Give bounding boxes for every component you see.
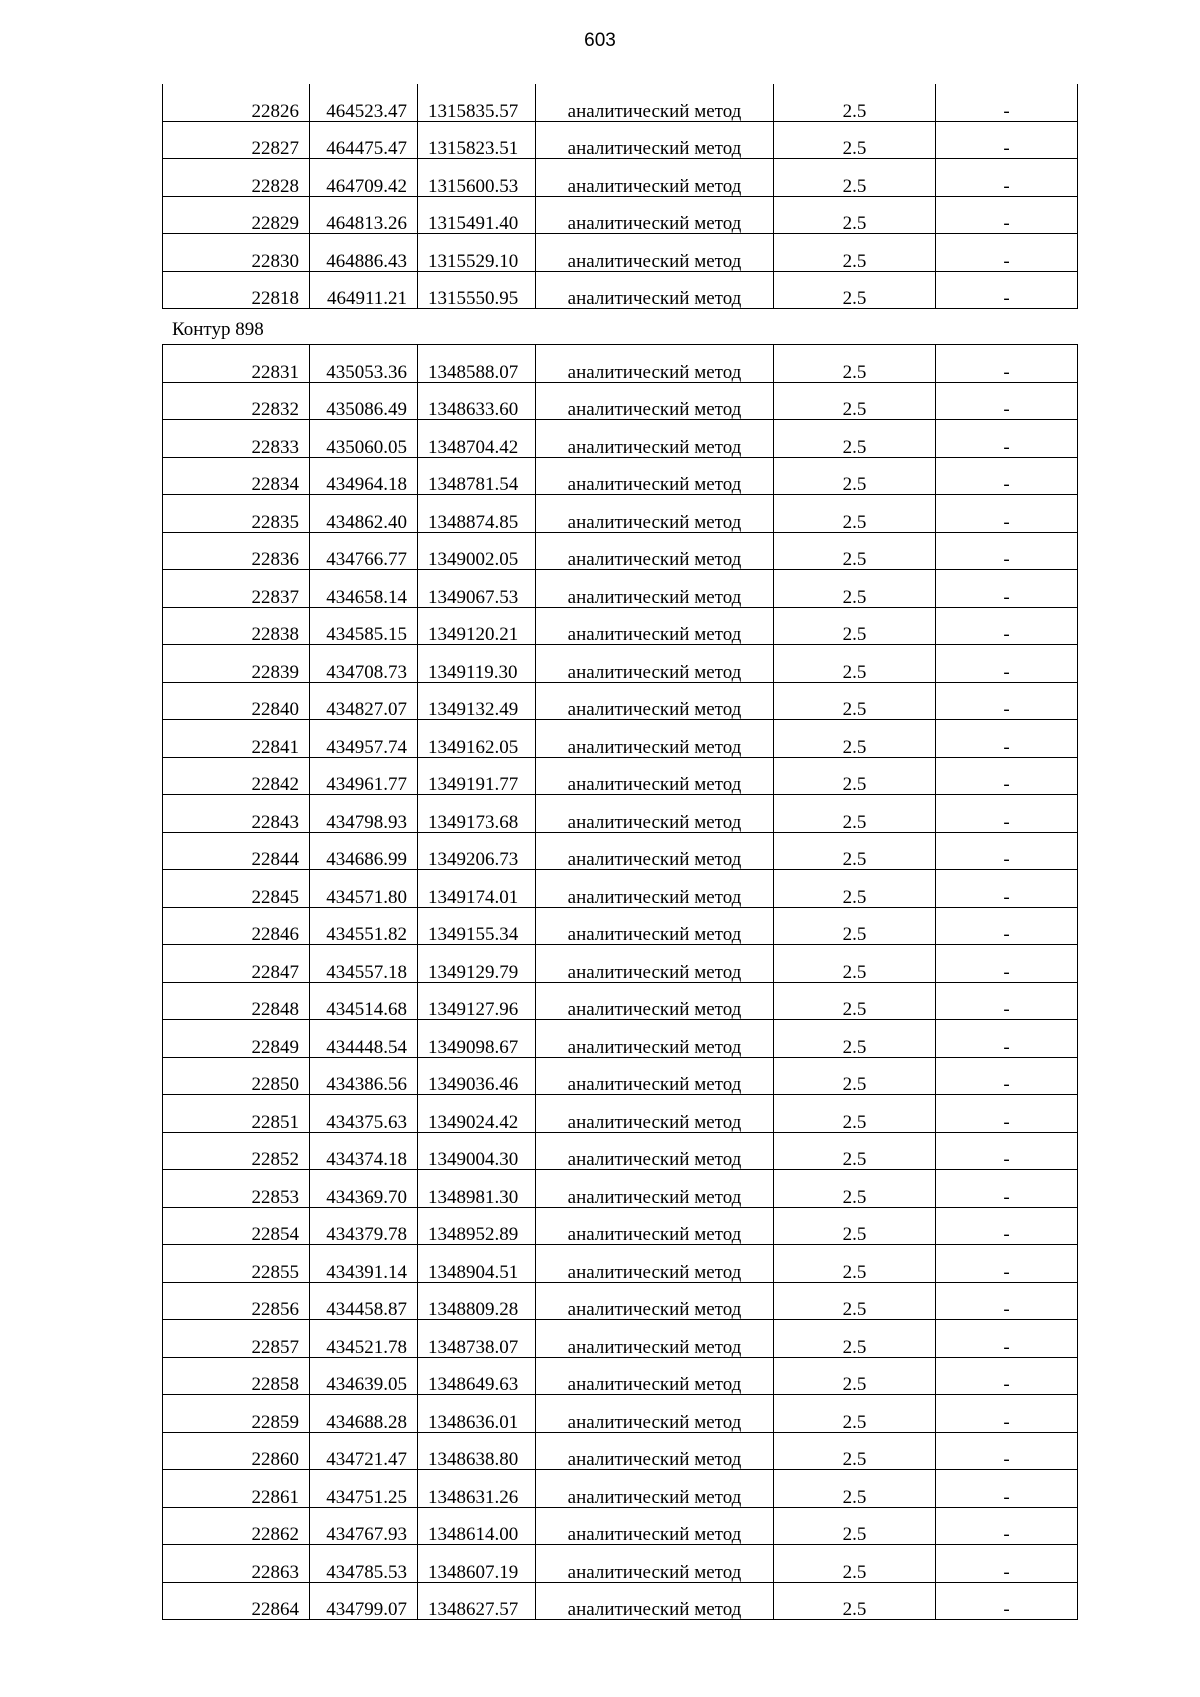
method-cell: аналитический метод	[536, 1432, 774, 1470]
table-row	[163, 870, 1078, 908]
y-coordinate-cell: 1315529.10	[418, 234, 536, 272]
x-coordinate-cell: 434827.07	[310, 682, 418, 720]
description-cell: -	[936, 159, 1078, 197]
point-number-cell: 22831	[163, 345, 310, 383]
table-row	[163, 1170, 1078, 1208]
x-coordinate-cell: 434458.87	[310, 1282, 418, 1320]
point-number-cell: 22828	[163, 159, 310, 197]
description-cell: -	[936, 1357, 1078, 1395]
accuracy-cell: 2.5	[774, 832, 936, 870]
description-cell: -	[936, 1545, 1078, 1583]
description-cell: -	[936, 121, 1078, 159]
y-coordinate-cell: 1348607.19	[418, 1545, 536, 1583]
description-cell: -	[936, 234, 1078, 272]
table-row	[163, 907, 1078, 945]
method-cell: аналитический метод	[536, 1207, 774, 1245]
table-row	[163, 757, 1078, 795]
method-cell: аналитический метод	[536, 1545, 774, 1583]
point-number-cell: 22858	[163, 1357, 310, 1395]
table-row	[163, 1095, 1078, 1133]
method-cell: аналитический метод	[536, 1507, 774, 1545]
y-coordinate-cell: 1349206.73	[418, 832, 536, 870]
y-coordinate-cell: 1348636.01	[418, 1395, 536, 1433]
point-number-cell: 22850	[163, 1057, 310, 1095]
method-cell: аналитический метод	[536, 1357, 774, 1395]
accuracy-cell: 2.5	[774, 1470, 936, 1508]
table-body-main	[163, 345, 1078, 1620]
method-cell: аналитический метод	[536, 720, 774, 758]
accuracy-cell: 2.5	[774, 1245, 936, 1283]
point-number-cell: 22854	[163, 1207, 310, 1245]
method-cell: аналитический метод	[536, 1132, 774, 1170]
description-cell: -	[936, 607, 1078, 645]
description-cell: -	[936, 1282, 1078, 1320]
method-cell: аналитический метод	[536, 1170, 774, 1208]
y-coordinate-cell: 1349036.46	[418, 1057, 536, 1095]
table-row	[163, 1320, 1078, 1358]
x-coordinate-cell: 434391.14	[310, 1245, 418, 1283]
table-row	[163, 682, 1078, 720]
method-cell: аналитический метод	[536, 1282, 774, 1320]
x-coordinate-cell: 464709.42	[310, 159, 418, 197]
x-coordinate-cell: 434514.68	[310, 982, 418, 1020]
point-number-cell: 22829	[163, 196, 310, 234]
accuracy-cell: 2.5	[774, 271, 936, 309]
method-cell: аналитический метод	[536, 345, 774, 383]
accuracy-cell: 2.5	[774, 84, 936, 121]
y-coordinate-cell: 1315491.40	[418, 196, 536, 234]
y-coordinate-cell: 1349127.96	[418, 982, 536, 1020]
y-coordinate-cell: 1349024.42	[418, 1095, 536, 1133]
table-row	[163, 945, 1078, 983]
x-coordinate-cell: 434767.93	[310, 1507, 418, 1545]
method-cell: аналитический метод	[536, 607, 774, 645]
table-row	[163, 720, 1078, 758]
y-coordinate-cell: 1349119.30	[418, 645, 536, 683]
y-coordinate-cell: 1348631.26	[418, 1470, 536, 1508]
x-coordinate-cell: 434369.70	[310, 1170, 418, 1208]
method-cell: аналитический метод	[536, 495, 774, 533]
y-coordinate-cell: 1348874.85	[418, 495, 536, 533]
x-coordinate-cell: 434658.14	[310, 570, 418, 608]
table-row	[163, 1207, 1078, 1245]
description-cell: -	[936, 570, 1078, 608]
table-row	[163, 84, 1078, 121]
x-coordinate-cell: 434721.47	[310, 1432, 418, 1470]
x-coordinate-cell: 434379.78	[310, 1207, 418, 1245]
table-row	[163, 159, 1078, 197]
method-cell: аналитический метод	[536, 457, 774, 495]
table-row	[163, 1020, 1078, 1058]
description-cell: -	[936, 1020, 1078, 1058]
method-cell: аналитический метод	[536, 84, 774, 121]
accuracy-cell: 2.5	[774, 1020, 936, 1058]
point-number-cell: 22859	[163, 1395, 310, 1433]
accuracy-cell: 2.5	[774, 907, 936, 945]
point-number-cell: 22836	[163, 532, 310, 570]
accuracy-cell: 2.5	[774, 420, 936, 458]
y-coordinate-cell: 1348638.80	[418, 1432, 536, 1470]
table-body-top	[163, 84, 1078, 309]
x-coordinate-cell: 464475.47	[310, 121, 418, 159]
point-number-cell: 22832	[163, 382, 310, 420]
method-cell: аналитический метод	[536, 1395, 774, 1433]
point-number-cell: 22851	[163, 1095, 310, 1133]
accuracy-cell: 2.5	[774, 607, 936, 645]
point-number-cell: 22827	[163, 121, 310, 159]
y-coordinate-cell: 1348952.89	[418, 1207, 536, 1245]
point-number-cell: 22840	[163, 682, 310, 720]
y-coordinate-cell: 1349002.05	[418, 532, 536, 570]
table-row	[163, 271, 1078, 309]
table-row	[163, 1432, 1078, 1470]
accuracy-cell: 2.5	[774, 532, 936, 570]
description-cell: -	[936, 84, 1078, 121]
method-cell: аналитический метод	[536, 645, 774, 683]
x-coordinate-cell: 434686.99	[310, 832, 418, 870]
description-cell: -	[936, 196, 1078, 234]
accuracy-cell: 2.5	[774, 945, 936, 983]
table-row	[163, 1395, 1078, 1433]
accuracy-cell: 2.5	[774, 234, 936, 272]
x-coordinate-cell: 434386.56	[310, 1057, 418, 1095]
x-coordinate-cell: 434957.74	[310, 720, 418, 758]
y-coordinate-cell: 1348781.54	[418, 457, 536, 495]
method-cell: аналитический метод	[536, 382, 774, 420]
y-coordinate-cell: 1348704.42	[418, 420, 536, 458]
description-cell: -	[936, 1395, 1078, 1433]
point-number-cell: 22838	[163, 607, 310, 645]
accuracy-cell: 2.5	[774, 645, 936, 683]
y-coordinate-cell: 1348809.28	[418, 1282, 536, 1320]
point-number-cell: 22843	[163, 795, 310, 833]
method-cell: аналитический метод	[536, 1470, 774, 1508]
description-cell: -	[936, 1245, 1078, 1283]
method-cell: аналитический метод	[536, 1582, 774, 1620]
x-coordinate-cell: 434751.25	[310, 1470, 418, 1508]
accuracy-cell: 2.5	[774, 345, 936, 383]
method-cell: аналитический метод	[536, 870, 774, 908]
description-cell: -	[936, 832, 1078, 870]
table-row	[163, 121, 1078, 159]
accuracy-cell: 2.5	[774, 457, 936, 495]
y-coordinate-cell: 1349098.67	[418, 1020, 536, 1058]
table-row	[163, 345, 1078, 383]
y-coordinate-cell: 1348614.00	[418, 1507, 536, 1545]
point-number-cell: 22863	[163, 1545, 310, 1583]
accuracy-cell: 2.5	[774, 795, 936, 833]
y-coordinate-cell: 1315600.53	[418, 159, 536, 197]
y-coordinate-cell: 1349129.79	[418, 945, 536, 983]
accuracy-cell: 2.5	[774, 682, 936, 720]
accuracy-cell: 2.5	[774, 159, 936, 197]
table-row	[163, 570, 1078, 608]
description-cell: -	[936, 345, 1078, 383]
y-coordinate-cell: 1348981.30	[418, 1170, 536, 1208]
accuracy-cell: 2.5	[774, 196, 936, 234]
description-cell: -	[936, 720, 1078, 758]
description-cell: -	[936, 1320, 1078, 1358]
accuracy-cell: 2.5	[774, 1170, 936, 1208]
description-cell: -	[936, 1132, 1078, 1170]
x-coordinate-cell: 435086.49	[310, 382, 418, 420]
y-coordinate-cell: 1349067.53	[418, 570, 536, 608]
table-row	[163, 832, 1078, 870]
x-coordinate-cell: 464886.43	[310, 234, 418, 272]
page-number: 603	[584, 30, 616, 51]
description-cell: -	[936, 1432, 1078, 1470]
point-number-cell: 22846	[163, 907, 310, 945]
method-cell: аналитический метод	[536, 271, 774, 309]
accuracy-cell: 2.5	[774, 1057, 936, 1095]
x-coordinate-cell: 434448.54	[310, 1020, 418, 1058]
table-row	[163, 420, 1078, 458]
point-number-cell: 22837	[163, 570, 310, 608]
y-coordinate-cell: 1348649.63	[418, 1357, 536, 1395]
table-row	[163, 1357, 1078, 1395]
method-cell: аналитический метод	[536, 420, 774, 458]
method-cell: аналитический метод	[536, 121, 774, 159]
description-cell: -	[936, 682, 1078, 720]
point-number-cell: 22842	[163, 757, 310, 795]
table-row	[163, 1132, 1078, 1170]
table-row	[163, 1470, 1078, 1508]
description-cell: -	[936, 495, 1078, 533]
x-coordinate-cell: 434799.07	[310, 1582, 418, 1620]
accuracy-cell: 2.5	[774, 1320, 936, 1358]
accuracy-cell: 2.5	[774, 757, 936, 795]
point-number-cell: 22847	[163, 945, 310, 983]
table-row	[163, 1282, 1078, 1320]
accuracy-cell: 2.5	[774, 1207, 936, 1245]
table-row	[163, 196, 1078, 234]
point-number-cell: 22852	[163, 1132, 310, 1170]
x-coordinate-cell: 434551.82	[310, 907, 418, 945]
description-cell: -	[936, 271, 1078, 309]
contour-label: Контур 898	[172, 319, 264, 340]
x-coordinate-cell: 434964.18	[310, 457, 418, 495]
description-cell: -	[936, 1582, 1078, 1620]
description-cell: -	[936, 1057, 1078, 1095]
description-cell: -	[936, 1470, 1078, 1508]
coordinates-table-contour	[162, 344, 1078, 1620]
y-coordinate-cell: 1348904.51	[418, 1245, 536, 1283]
y-coordinate-cell: 1348633.60	[418, 382, 536, 420]
y-coordinate-cell: 1349120.21	[418, 607, 536, 645]
accuracy-cell: 2.5	[774, 1582, 936, 1620]
x-coordinate-cell: 435053.36	[310, 345, 418, 383]
table-row	[163, 607, 1078, 645]
accuracy-cell: 2.5	[774, 1432, 936, 1470]
x-coordinate-cell: 434571.80	[310, 870, 418, 908]
y-coordinate-cell: 1349155.34	[418, 907, 536, 945]
accuracy-cell: 2.5	[774, 570, 936, 608]
y-coordinate-cell: 1349191.77	[418, 757, 536, 795]
table-row	[163, 457, 1078, 495]
y-coordinate-cell: 1348738.07	[418, 1320, 536, 1358]
point-number-cell: 22862	[163, 1507, 310, 1545]
x-coordinate-cell: 434557.18	[310, 945, 418, 983]
y-coordinate-cell: 1348627.57	[418, 1582, 536, 1620]
method-cell: аналитический метод	[536, 1095, 774, 1133]
method-cell: аналитический метод	[536, 234, 774, 272]
x-coordinate-cell: 464523.47	[310, 84, 418, 121]
description-cell: -	[936, 645, 1078, 683]
point-number-cell: 22848	[163, 982, 310, 1020]
table-row	[163, 1245, 1078, 1283]
point-number-cell: 22845	[163, 870, 310, 908]
point-number-cell: 22855	[163, 1245, 310, 1283]
accuracy-cell: 2.5	[774, 382, 936, 420]
table-row	[163, 982, 1078, 1020]
method-cell: аналитический метод	[536, 570, 774, 608]
x-coordinate-cell: 434375.63	[310, 1095, 418, 1133]
accuracy-cell: 2.5	[774, 1507, 936, 1545]
accuracy-cell: 2.5	[774, 982, 936, 1020]
point-number-cell: 22818	[163, 271, 310, 309]
point-number-cell: 22856	[163, 1282, 310, 1320]
table-row	[163, 382, 1078, 420]
method-cell: аналитический метод	[536, 757, 774, 795]
x-coordinate-cell: 435060.05	[310, 420, 418, 458]
description-cell: -	[936, 1170, 1078, 1208]
description-cell: -	[936, 382, 1078, 420]
method-cell: аналитический метод	[536, 682, 774, 720]
method-cell: аналитический метод	[536, 532, 774, 570]
description-cell: -	[936, 1095, 1078, 1133]
table-row	[163, 1057, 1078, 1095]
x-coordinate-cell: 464813.26	[310, 196, 418, 234]
accuracy-cell: 2.5	[774, 1545, 936, 1583]
x-coordinate-cell: 434798.93	[310, 795, 418, 833]
point-number-cell: 22853	[163, 1170, 310, 1208]
description-cell: -	[936, 870, 1078, 908]
method-cell: аналитический метод	[536, 1245, 774, 1283]
point-number-cell: 22839	[163, 645, 310, 683]
accuracy-cell: 2.5	[774, 121, 936, 159]
y-coordinate-cell: 1349004.30	[418, 1132, 536, 1170]
method-cell: аналитический метод	[536, 159, 774, 197]
description-cell: -	[936, 1207, 1078, 1245]
x-coordinate-cell: 434374.18	[310, 1132, 418, 1170]
y-coordinate-cell: 1349162.05	[418, 720, 536, 758]
x-coordinate-cell: 434585.15	[310, 607, 418, 645]
accuracy-cell: 2.5	[774, 1357, 936, 1395]
accuracy-cell: 2.5	[774, 1282, 936, 1320]
description-cell: -	[936, 457, 1078, 495]
point-number-cell: 22834	[163, 457, 310, 495]
description-cell: -	[936, 945, 1078, 983]
description-cell: -	[936, 532, 1078, 570]
accuracy-cell: 2.5	[774, 1095, 936, 1133]
description-cell: -	[936, 1507, 1078, 1545]
accuracy-cell: 2.5	[774, 720, 936, 758]
method-cell: аналитический метод	[536, 1057, 774, 1095]
y-coordinate-cell: 1348588.07	[418, 345, 536, 383]
y-coordinate-cell: 1315835.57	[418, 84, 536, 121]
table-row	[163, 1545, 1078, 1583]
point-number-cell: 22864	[163, 1582, 310, 1620]
table-row	[163, 532, 1078, 570]
method-cell: аналитический метод	[536, 907, 774, 945]
accuracy-cell: 2.5	[774, 870, 936, 908]
coordinates-table-continued	[162, 84, 1078, 309]
x-coordinate-cell: 434785.53	[310, 1545, 418, 1583]
x-coordinate-cell: 434766.77	[310, 532, 418, 570]
x-coordinate-cell: 434961.77	[310, 757, 418, 795]
point-number-cell: 22861	[163, 1470, 310, 1508]
y-coordinate-cell: 1349174.01	[418, 870, 536, 908]
point-number-cell: 22857	[163, 1320, 310, 1358]
method-cell: аналитический метод	[536, 795, 774, 833]
accuracy-cell: 2.5	[774, 495, 936, 533]
description-cell: -	[936, 757, 1078, 795]
table-row	[163, 234, 1078, 272]
description-cell: -	[936, 420, 1078, 458]
method-cell: аналитический метод	[536, 982, 774, 1020]
method-cell: аналитический метод	[536, 1020, 774, 1058]
table-row	[163, 1507, 1078, 1545]
point-number-cell: 22844	[163, 832, 310, 870]
y-coordinate-cell: 1315550.95	[418, 271, 536, 309]
point-number-cell: 22830	[163, 234, 310, 272]
y-coordinate-cell: 1349173.68	[418, 795, 536, 833]
point-number-cell: 22860	[163, 1432, 310, 1470]
point-number-cell: 22835	[163, 495, 310, 533]
point-number-cell: 22849	[163, 1020, 310, 1058]
y-coordinate-cell: 1315823.51	[418, 121, 536, 159]
x-coordinate-cell: 434521.78	[310, 1320, 418, 1358]
y-coordinate-cell: 1349132.49	[418, 682, 536, 720]
point-number-cell: 22833	[163, 420, 310, 458]
x-coordinate-cell: 464911.21	[310, 271, 418, 309]
point-number-cell: 22826	[163, 84, 310, 121]
table-row	[163, 645, 1078, 683]
table-row	[163, 1582, 1078, 1620]
description-cell: -	[936, 907, 1078, 945]
method-cell: аналитический метод	[536, 945, 774, 983]
method-cell: аналитический метод	[536, 832, 774, 870]
table-row	[163, 495, 1078, 533]
description-cell: -	[936, 982, 1078, 1020]
point-number-cell: 22841	[163, 720, 310, 758]
description-cell: -	[936, 795, 1078, 833]
method-cell: аналитический метод	[536, 196, 774, 234]
accuracy-cell: 2.5	[774, 1132, 936, 1170]
x-coordinate-cell: 434639.05	[310, 1357, 418, 1395]
x-coordinate-cell: 434708.73	[310, 645, 418, 683]
x-coordinate-cell: 434862.40	[310, 495, 418, 533]
method-cell: аналитический метод	[536, 1320, 774, 1358]
accuracy-cell: 2.5	[774, 1395, 936, 1433]
table-row	[163, 795, 1078, 833]
x-coordinate-cell: 434688.28	[310, 1395, 418, 1433]
